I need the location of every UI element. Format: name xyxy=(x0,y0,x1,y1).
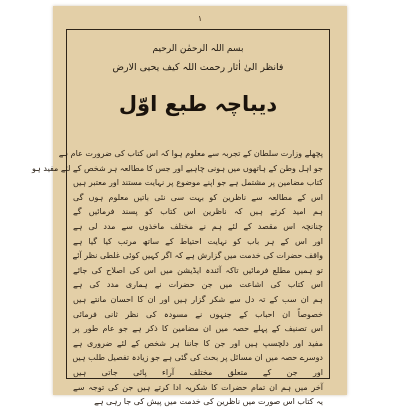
body-line: اس تصنیف کے پہلے حصہ میں ان مضامین کا ذکر ہے جو عام طور پر xyxy=(73,324,323,334)
body-line: پچھلے وزارت سلطان کے تجربہ سے معلوم ہوا کہ اس کتاب کی ضرورت عام ہے xyxy=(58,149,323,158)
preface-body xyxy=(32,147,323,410)
page-heading: دیباچہ طبع اوّل xyxy=(118,92,278,116)
body-line: اور اس کے ہر باب کو نہایت احتیاط کے ساتھ مرتب کیا گیا ہے xyxy=(73,236,323,246)
basmala: بسم اللہ الرحمٰن الرحیم xyxy=(152,44,244,54)
body-line: مفید اور دلچسپ ہیں اور جن کا جاننا ہر شخص کے لئے ضروری ہے xyxy=(73,338,323,348)
text-frame xyxy=(32,29,330,407)
body-line: کتاب مضامین پر مشتمل ہے جو اپنے موضوع پر نہایت مستند اور معتبر ہیں xyxy=(73,178,323,188)
body-line: خصوصاً ان احباب کے جنہوں نے مسودہ کی نظر ثانی فرمائی xyxy=(73,309,323,319)
body-line: ہم ان سب کے تہ دل سے شکر گزار ہیں اور ان کا احسان مانتے ہیں xyxy=(73,294,323,304)
page-number: ۱ xyxy=(197,14,203,23)
body-line: آخر میں ہم ان تمام حضرات کا شکریہ ادا کرتے ہیں جن کی توجہ سے xyxy=(73,382,323,392)
quranic-verse: فانظر الیٰ اٰثار رحمت اللہ کیف یحیی الارض xyxy=(112,62,284,73)
body-line: اور جن کے متعلق مختلف آراء پائی جاتی ہیں xyxy=(73,367,323,377)
book-page xyxy=(32,6,347,407)
body-line: واقف حضرات کی خدمت میں گزارش ہے کہ اگر کہیں کوئی غلطی نظر آئے xyxy=(72,251,323,261)
body-line: تو ہمیں مطلع فرمائیں تاکہ آئندہ ایڈیشن میں اس کی اصلاح کی جائے xyxy=(73,265,323,275)
body-line: یہ کتاب اس صورت میں ناظرین کی خدمت میں پیش کی جا رہی ہے xyxy=(94,397,323,407)
body-line: اس کے مطالعہ سے ناظرین کو بہت سی نئی باتیں معلوم ہوں گی xyxy=(73,192,323,202)
body-line: جو اہل وطن کے ہاتھوں میں ہونی چاہیے اور جس کا مطالعہ ہر شخص کے لئے مفید ہو xyxy=(32,163,323,173)
body-line: چنانچہ اس مقصد کے لئے ہم نے مختلف ماخذوں سے مدد لی ہے xyxy=(73,221,323,231)
body-line: دوسرے حصہ میں ان مسائل پر بحث کی گئی ہے جو زیادہ تفصیل طلب ہیں xyxy=(72,353,323,363)
body-line: ہم امید کرتے ہیں کہ ناظرین اس کتاب کو پسند فرمائیں گے xyxy=(73,207,323,217)
body-line: اس کتاب کی اشاعت میں جن حضرات نے ہماری مدد کی ہے xyxy=(73,280,323,290)
